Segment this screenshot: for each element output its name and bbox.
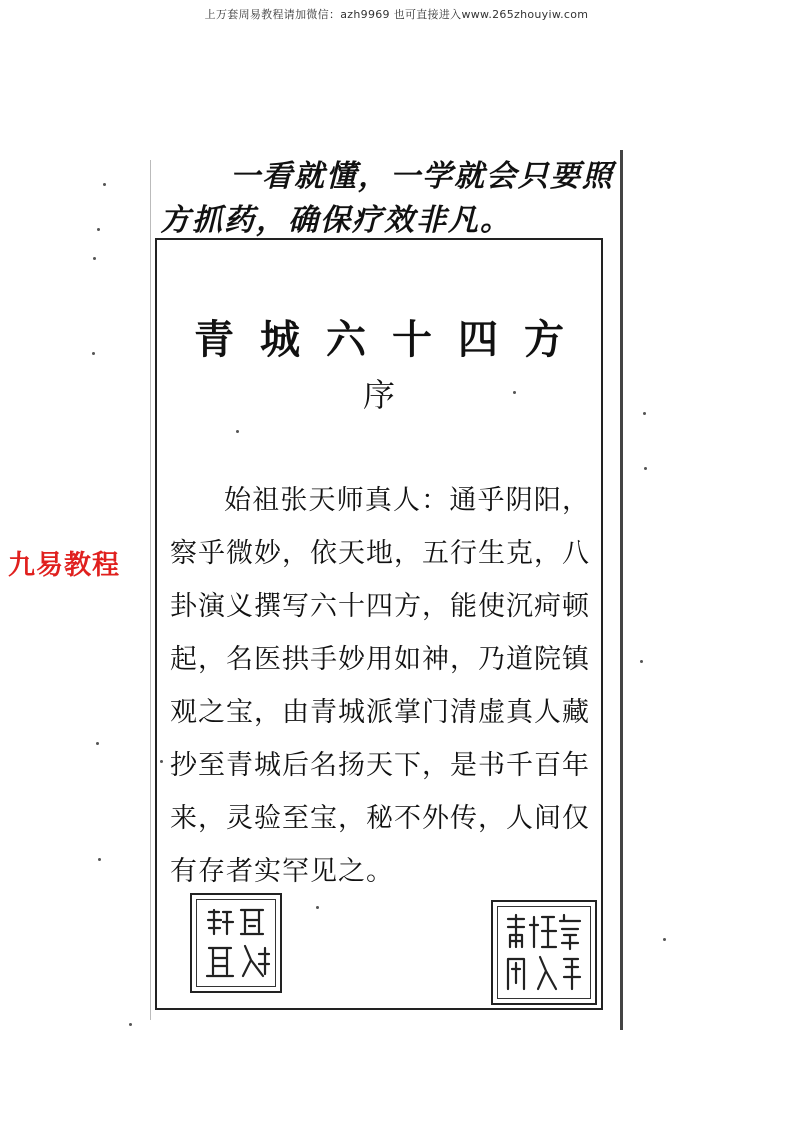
page-edge-right xyxy=(620,150,623,1030)
scan-speck xyxy=(96,742,99,745)
scan-speck xyxy=(513,391,516,394)
seal-right-inner xyxy=(497,906,591,999)
watermark-logo: 九易教程 xyxy=(8,550,120,581)
seal-right-glyphs xyxy=(502,911,586,995)
seal-right xyxy=(491,900,597,1005)
page-edge-left xyxy=(150,160,151,1020)
intro-line-1: 一看就懂，一学就会只要照 xyxy=(230,159,614,194)
intro-slogan xyxy=(160,155,620,243)
scan-speck xyxy=(236,430,239,433)
seal-left xyxy=(190,893,282,993)
document-subtitle: 序 xyxy=(362,376,395,414)
scan-speck xyxy=(316,906,319,909)
scan-speck xyxy=(640,660,643,663)
seal-left-inner xyxy=(196,899,276,987)
preface-paragraph: 始祖张天师真人：通乎阴阳，察乎微妙，依天地，五行生克，八卦演义撰写六十四方，能使沉疴顿起，名医拱手妙用如神，乃道院镇观之宝，由青城派掌门清虚真人藏抄至青城后名扬天下，是书千百年来，灵验至宝，秘不外传，人间仅有存者实罕见之。 xyxy=(170,485,590,887)
scan-speck xyxy=(103,183,106,186)
scan-speck xyxy=(663,938,666,941)
intro-line-2: 方抓药，确保疗效非凡。 xyxy=(160,203,512,238)
seal-left-glyphs xyxy=(201,904,271,982)
scan-speck xyxy=(98,858,101,861)
scan-speck xyxy=(92,352,95,355)
scan-speck xyxy=(93,257,96,260)
header-banner: 上万套周易教程请加微信：azh9969 也可直接进入www.265zhouyiw.com xyxy=(204,8,589,21)
scan-speck xyxy=(129,1023,132,1026)
document-title: 青城六十四方 xyxy=(194,316,590,363)
scan-speck xyxy=(644,467,647,470)
scan-speck xyxy=(160,760,163,763)
preface-body xyxy=(170,474,590,898)
scan-speck xyxy=(97,228,100,231)
scan-speck xyxy=(643,412,646,415)
